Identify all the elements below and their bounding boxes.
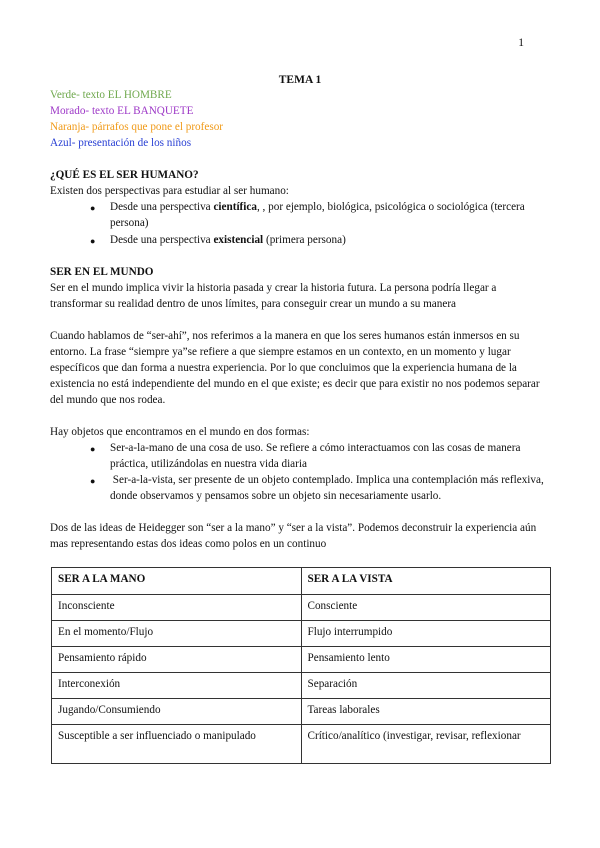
bullet-icon: ● xyxy=(90,476,96,486)
column-header-ser-a-la-mano: SER A LA MANO xyxy=(52,568,302,595)
table-cell: Pensamiento lento xyxy=(301,647,551,673)
list-item-ser-a-la-mano: Ser-a-la-mano de una cosa de uso. Se refiere a cómo interactuamos con las cosas de manera práctica, utilizándolas en nuestra vida diaria xyxy=(110,442,521,470)
table-cell: Interconexión xyxy=(52,673,302,699)
paragraph-heidegger: Dos de las ideas de Heidegger son “ser a la mano” y “ser a la vista”. Podemos deconstruir la experiencia aún mas representando estas dos ideas como polos en un continuo xyxy=(50,522,537,550)
table-cell: Separación xyxy=(301,673,551,699)
heading-ser-en-el-mundo: SER EN EL MUNDO xyxy=(50,266,154,278)
list-item-ser-a-la-vista: Ser-a-la-vista, ser presente de un objeto contemplado. Implica una contemplación más reflexiva, donde observamos y pensamos sobre un objeto sin necesariamente usarlo. xyxy=(110,474,547,502)
intro-text: Existen dos perspectivas para estudiar al ser humano: xyxy=(50,185,289,197)
paragraph-ser-ahi: Cuando hablamos de “ser-ahí”, nos referimos a la manera en que los seres humanos están inmersos en su entorno. La frase “siempre ya”se refiere a que siempre estamos en un contexto, en un momento y lugar específicos que dan forma a nuestra experiencia. Por lo que concluimos que la experiencia humana de la existencia no está independiente del mundo en el que existe; es decir que para existir no nos podemos separar del mundo que nos rodea. xyxy=(50,330,540,406)
list-item-cientifica: Desde una perspectiva científica, , por ejemplo, biológica, psicológica o sociológica (tercera persona) xyxy=(110,201,525,229)
list-item-existencial: Desde una perspectiva existencial (primera persona) xyxy=(110,234,346,246)
table-cell: Consciente xyxy=(301,595,551,621)
table-row xyxy=(52,647,551,673)
table-cell: Inconsciente xyxy=(52,595,302,621)
table-row xyxy=(52,595,551,621)
page-title: TEMA 1 xyxy=(278,74,322,86)
page-number: 1 xyxy=(518,37,524,49)
heading-que-es-ser-humano: ¿QUÉ ES EL SER HUMANO? xyxy=(50,169,199,181)
legend-orange: Naranja- párrafos que pone el profesor xyxy=(50,121,224,133)
table-row xyxy=(52,621,551,647)
table-cell: En el momento/Flujo xyxy=(52,621,302,647)
column-header-ser-a-la-vista: SER A LA VISTA xyxy=(301,568,551,595)
legend-green: Verde- texto EL HOMBRE xyxy=(50,89,172,101)
paragraph-objetos: Hay objetos que encontramos en el mundo en dos formas: xyxy=(50,426,310,438)
table-cell: Crítico/analítico (investigar, revisar, reflexionar xyxy=(301,725,551,764)
table-row xyxy=(52,673,551,699)
table-header-row xyxy=(52,568,551,595)
paragraph-ser-en-el-mundo: Ser en el mundo implica vivir la historia pasada y crear la historia futura. La persona podría llegar a transformar su realidad dentro de unos límites, para conseguir crear un mundo a su manera xyxy=(50,282,497,310)
legend-blue: Azul- presentación de los niños xyxy=(50,137,192,149)
bullet-icon: ● xyxy=(90,236,96,246)
table-cell: Tareas laborales xyxy=(301,699,551,725)
table-cell: Flujo interrumpido xyxy=(301,621,551,647)
legend-purple: Morado- texto EL BANQUETE xyxy=(50,105,194,117)
comparison-table xyxy=(51,567,551,764)
bullet-icon: ● xyxy=(90,444,96,454)
table-cell: Jugando/Consumiendo xyxy=(52,699,302,725)
table-cell: Susceptible a ser influenciado o manipulado xyxy=(52,725,302,764)
bullet-icon: ● xyxy=(90,203,96,213)
table-cell: Pensamiento rápido xyxy=(52,647,302,673)
table-row xyxy=(52,725,551,764)
table-row xyxy=(52,699,551,725)
